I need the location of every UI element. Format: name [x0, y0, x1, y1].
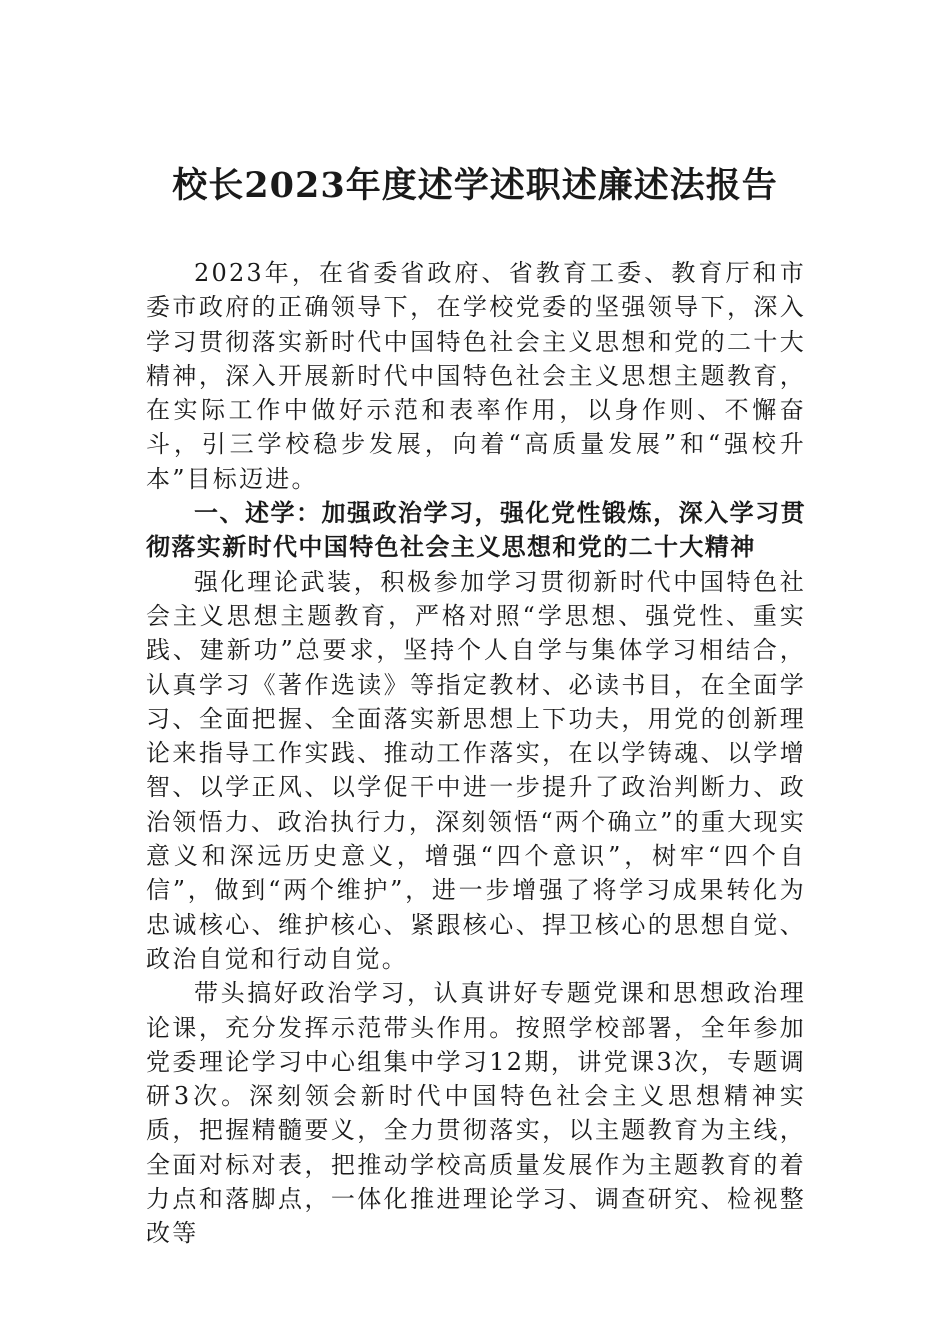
paragraph-political-study: 带头搞好政治学习，认真讲好专题党课和思想政治理论课，充分发挥示范带头作用。按照学校部署，全年参加党委理论学习中心组集中学习12期，讲党课3次，专题调研3次。深刻领会新时代中国特色社会主义思想精神实质，把握精髓要义，全力贯彻落实，以主题教育为主线，全面对标对表，把推动学校高质量发展作为主题教育的着力点和落脚点，一体化推进理论学习、调查研究、检视整改等 [146, 979, 806, 1248]
document-body [146, 256, 806, 1251]
paragraph-intro: 2023年，在省委省政府、省教育工委、教育厅和市委市政府的正确领导下，在学校党委的坚强领导下，深入学习贯彻落实新时代中国特色社会主义思想和党的二十大精神，深入开展新时代中国特色社会主义思想主题教育，在实际工作中做好示范和表率作用，以身作则、不懈奋斗，引三学校稳步发展，向着“高质量发展”和“强校升本”目标迈进。 [146, 259, 806, 493]
document-title: 校长2023年度述学述职述廉述法报告 [172, 165, 778, 206]
section-heading-study: 一、述学：加强政治学习，强化党性锻炼，深入学习贯彻落实新时代中国特色社会主义思想和党的二十大精神 [146, 499, 806, 562]
paragraph-theory-study: 强化理论武装，积极参加学习贯彻新时代中国特色社会主义思想主题教育，严格对照“学思想、强党性、重实践、建新功”总要求，坚持个人自学与集体学习相结合，认真学习《著作选读》等指定教材、必读书目，在全面学习、全面把握、全面落实新思想上下功夫，用党的创新理论来指导工作实践、推动工作落实，在以学铸魂、以学增智、以学正风、以学促干中进一步提升了政治判断力、政治领悟力、政治执行力，深刻领悟“两个确立”的重大现实意义和深远历史意义，增强“四个意识”，树牢“四个自信”，做到“两个维护”，进一步增强了将学习成果转化为忠诚核心、维护核心、紧跟核心、捍卫核心的思想自觉、政治自觉和行动自觉。 [146, 567, 806, 973]
